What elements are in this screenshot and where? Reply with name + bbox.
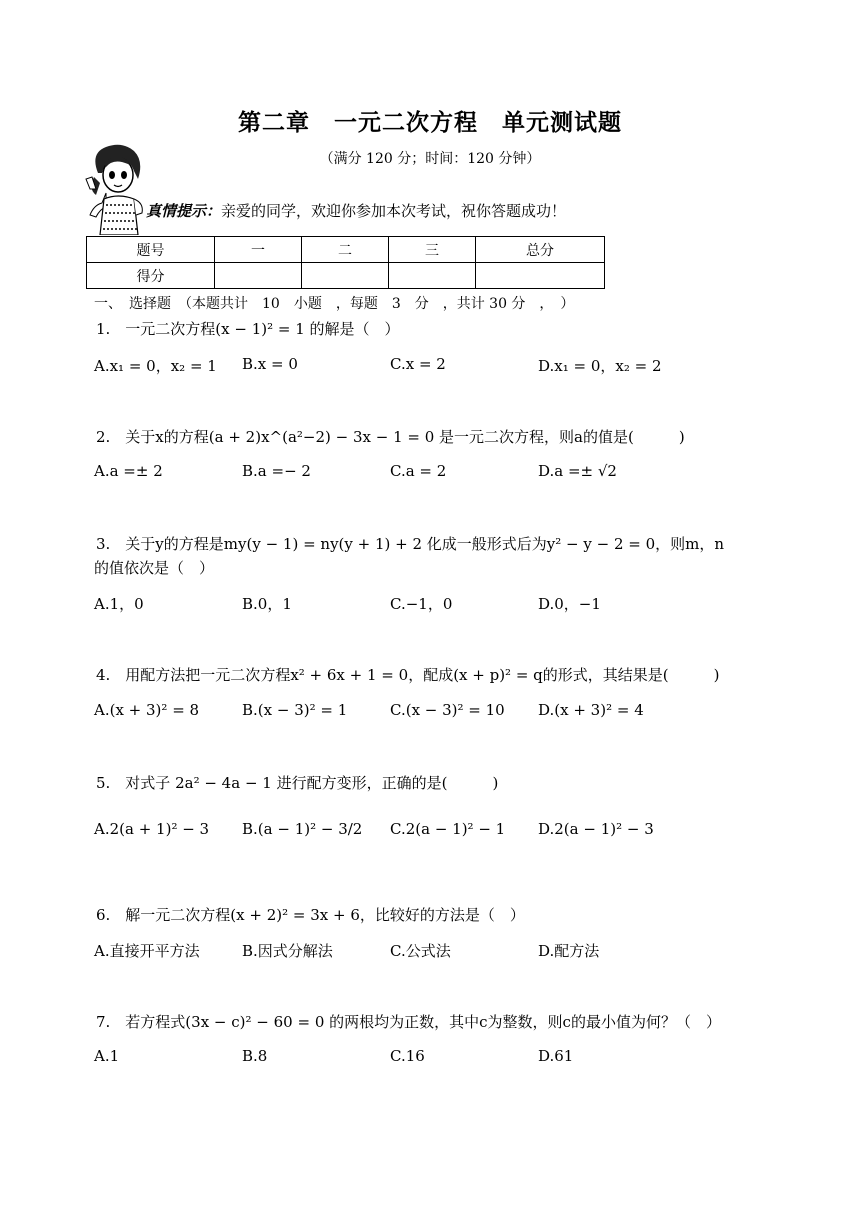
score-cell[interactable] bbox=[476, 263, 605, 289]
tip-label: 真情提示： bbox=[146, 202, 222, 220]
question-6-option-a: A.直接开平方法 bbox=[94, 942, 200, 960]
score-cell[interactable] bbox=[215, 263, 302, 289]
question-1-stem: 1. 一元二次方程(x − 1)² = 1 的解是（ ） bbox=[96, 320, 400, 338]
question-1-option-c: C.x = 2 bbox=[390, 355, 446, 373]
table-header-cell: 三 bbox=[389, 237, 476, 263]
question-3-option-c: C.−1，0 bbox=[390, 595, 453, 613]
question-3-option-b: B.0，1 bbox=[242, 595, 292, 613]
question-6-option-b: B.因式分解法 bbox=[242, 942, 333, 960]
table-row bbox=[87, 237, 605, 263]
page-title: 第二章 一元二次方程 单元测试题 bbox=[238, 110, 622, 136]
table-header-cell: 二 bbox=[302, 237, 389, 263]
question-1-option-b: B.x = 0 bbox=[242, 355, 298, 373]
score-cell[interactable] bbox=[389, 263, 476, 289]
question-1-option-a: A.x₁ = 0，x₂ = 1 bbox=[94, 357, 217, 375]
question-6-option-d: D.配方法 bbox=[538, 942, 600, 960]
question-4-option-c: C.(x − 3)² = 10 bbox=[390, 701, 505, 719]
question-2-option-d: D.a =± √2 bbox=[538, 462, 617, 480]
table-header-cell: 总分 bbox=[476, 237, 605, 263]
question-3-option-d: D.0，−1 bbox=[538, 595, 601, 613]
question-2-option-c: C.a = 2 bbox=[390, 462, 447, 480]
section-heading: 一、 选择题 （本题共计 10 小题 ，每题 3 分 ，共计 30 分 ， ） bbox=[94, 296, 575, 312]
question-4-stem: 4. 用配方法把一元二次方程x² + 6x + 1 = 0，配成(x + p)² = q的形式，其结果是( ) bbox=[96, 666, 720, 684]
score-table bbox=[86, 236, 605, 289]
question-4-option-d: D.(x + 3)² = 4 bbox=[538, 701, 644, 719]
question-2-stem: 2. 关于x的方程(a + 2)x^(a²−2) − 3x − 1 = 0 是一元二次方程，则a的值是( ) bbox=[96, 428, 685, 446]
table-header-cell: 题号 bbox=[87, 237, 215, 263]
table-row-label: 得分 bbox=[87, 263, 215, 289]
question-7-option-c: C.16 bbox=[390, 1047, 425, 1065]
question-1-option-d: D.x₁ = 0，x₂ = 2 bbox=[538, 357, 662, 375]
question-7-option-d: D.61 bbox=[538, 1047, 574, 1065]
page-subtitle: （满分 120 分；时间：120 分钟） bbox=[319, 151, 541, 167]
question-6-option-c: C.公式法 bbox=[390, 942, 451, 960]
question-4-option-b: B.(x − 3)² = 1 bbox=[242, 701, 348, 719]
tip-text: 亲爱的同学，欢迎你参加本次考试，祝你答题成功！ bbox=[221, 202, 567, 220]
question-3-stem: 3. 关于y的方程是my(y − 1) = ny(y + 1) + 2 化成一般形式后为y² − y − 2 = 0，则m，n bbox=[96, 535, 725, 553]
question-4-option-a: A.(x + 3)² = 8 bbox=[94, 701, 200, 719]
tip-line bbox=[146, 200, 566, 221]
question-3-option-a: A.1，0 bbox=[94, 595, 144, 613]
question-6-stem: 6. 解一元二次方程(x + 2)² = 3x + 6，比较好的方法是（ ） bbox=[96, 906, 525, 924]
question-3-stem-continued: 的值依次是（ ） bbox=[94, 559, 215, 577]
question-7-option-b: B.8 bbox=[242, 1047, 268, 1065]
question-2-option-b: B.a =− 2 bbox=[242, 462, 311, 480]
question-5-option-b: B.(a − 1)² − 3/2 bbox=[242, 820, 363, 838]
question-7-option-a: A.1 bbox=[94, 1047, 120, 1065]
table-header-cell: 一 bbox=[215, 237, 302, 263]
question-7-stem: 7. 若方程式(3x − c)² − 60 = 0 的两根均为正数，其中c为整数，则c的最小值为何？（ ） bbox=[96, 1013, 721, 1031]
question-5-stem: 5. 对式子 2a² − 4a − 1 进行配方变形，正确的是( ) bbox=[96, 774, 499, 792]
table-row bbox=[87, 263, 605, 289]
question-2-option-a: A.a =± 2 bbox=[94, 462, 163, 480]
question-5-option-c: C.2(a − 1)² − 1 bbox=[390, 820, 506, 838]
question-5-option-d: D.2(a − 1)² − 3 bbox=[538, 820, 654, 838]
question-5-option-a: A.2(a + 1)² − 3 bbox=[94, 820, 210, 838]
student-cartoon-icon bbox=[84, 143, 148, 235]
score-cell[interactable] bbox=[302, 263, 389, 289]
